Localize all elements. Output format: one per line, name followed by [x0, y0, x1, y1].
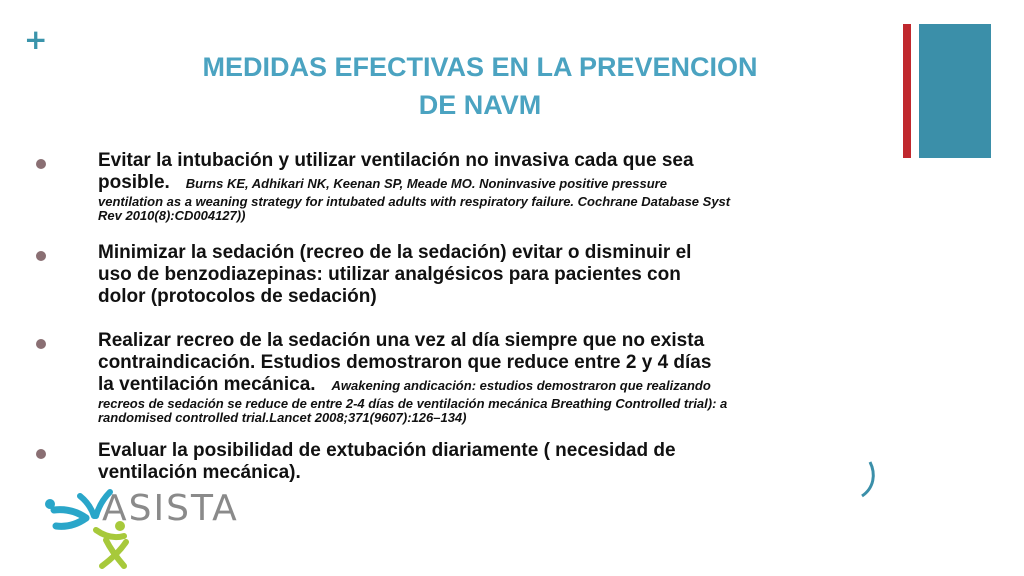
plus-icon: +	[24, 23, 48, 56]
item-main-line	[98, 374, 878, 397]
item-main-line	[98, 172, 878, 195]
title-line-2: DE NAVM	[418, 90, 542, 120]
item-main-line: ventilación mecánica).	[98, 462, 301, 483]
item-main-line: Evitar la intubación y utilizar ventilación no invasiva cada que sea	[98, 150, 694, 171]
accent-teal-block	[919, 24, 991, 158]
bullet-icon	[36, 339, 46, 349]
item-main-line: uso de benzodiazepinas: utilizar analgésicos para pacientes con	[98, 264, 681, 285]
asista-logo-text: ASISTA	[102, 488, 239, 529]
item-text	[98, 242, 878, 308]
item-main-line: Minimizar la sedación (recreo de la sedación) evitar o disminuir el	[98, 242, 692, 263]
item-reference-line: randomised controlled trial.Lancet 2008;371(9607):126–134)	[98, 410, 467, 425]
item-main-line: Evaluar la posibilidad de extubación diariamente ( necesidad de	[98, 440, 676, 461]
item-main-line-end: posible.	[98, 172, 170, 193]
slide-title	[150, 48, 810, 124]
item-reference-line: ventilation as a weaning strategy for intubated adults with respiratory failure. Cochrane Database Syst	[98, 194, 731, 209]
bullet-icon	[36, 159, 46, 169]
item-main-line-end: la ventilación mecánica.	[98, 374, 316, 395]
title-line-1: MEDIDAS EFECTIVAS EN LA PREVENCION	[202, 52, 758, 82]
item-text	[98, 440, 878, 484]
item-reference-line: recreos de sedación se reduce de entre 2-4 días de ventilación mecánica Breathing Controlled trial): a	[98, 396, 728, 411]
bullet-icon	[36, 449, 46, 459]
item-text	[98, 330, 878, 425]
accent-red-bar	[903, 24, 911, 158]
item-main-line: dolor (protocolos de sedación)	[98, 286, 377, 307]
decorative-arc-icon	[856, 460, 886, 500]
item-main-line: contraindicación. Estudios demostraron que reduce entre 2 y 4 días	[98, 352, 712, 373]
item-main-line: Realizar recreo de la sedación una vez al día siempre que no exista	[98, 330, 705, 351]
item-reference-line: Rev 2010(8):CD004127))	[98, 208, 246, 223]
item-reference-inline: Burns KE, Adhikari NK, Keenan SP, Meade MO. Noninvasive positive pressure	[185, 176, 667, 191]
item-reference-inline: Awakening andicación: estudios demostraron que realizando	[331, 378, 711, 393]
item-text	[98, 150, 878, 223]
bullet-icon	[36, 251, 46, 261]
